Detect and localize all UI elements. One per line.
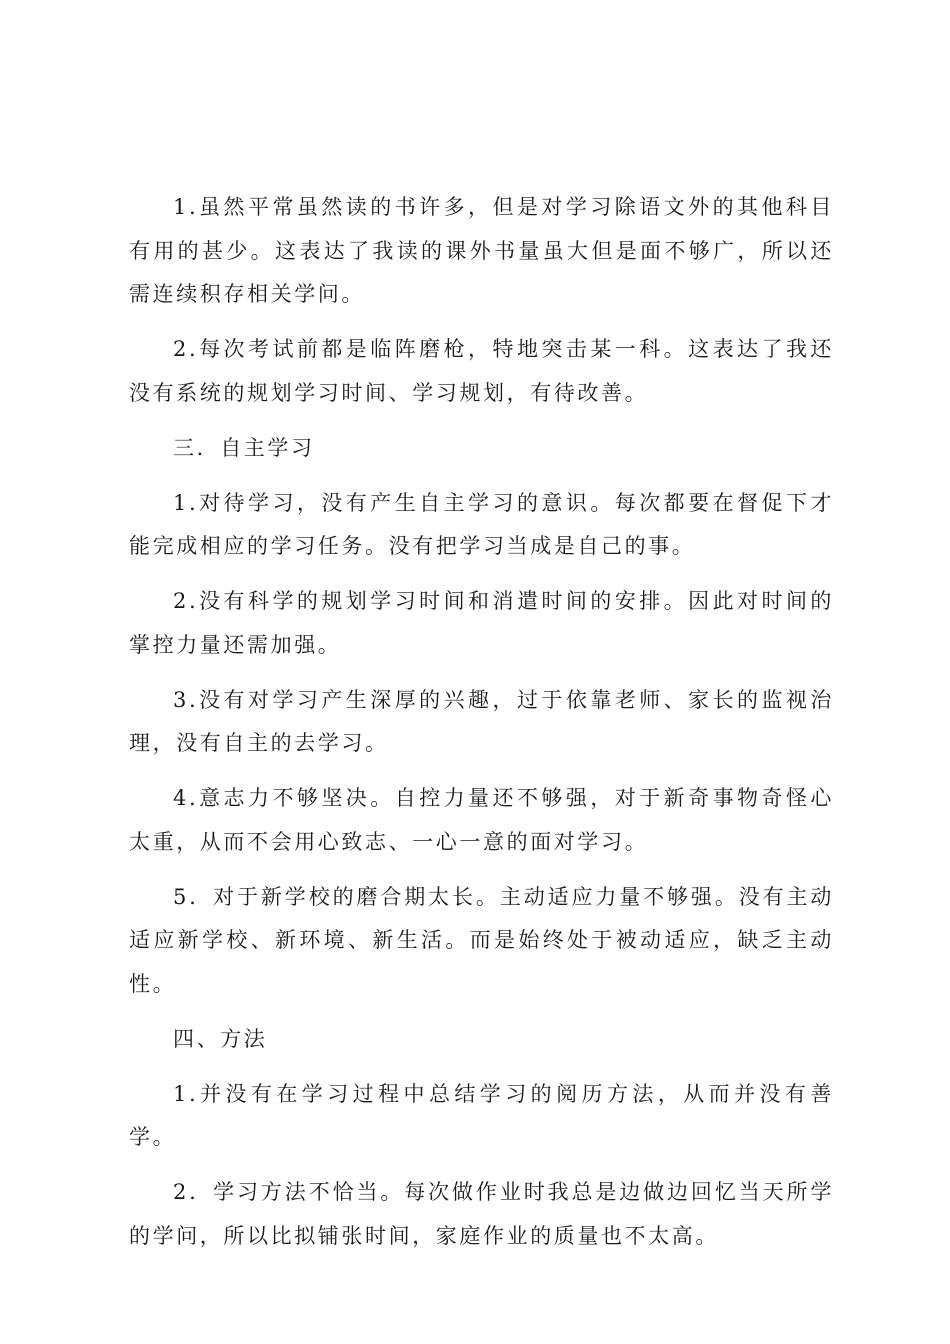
document-body [129,186,834,1270]
paragraph-9: 2．学习方法不恰当。每次做作业时我总是边做边回忆当天所学的学问，所以比拟铺张时间，家庭作业的质量也不太高。 [129,1180,834,1248]
paragraph-7: 5．对于新学校的磨合期太长。主动适应力量不够强。没有主动适应新学校、新环境、新生活。而是始终处于被动适应，缺乏主动性。 [129,884,834,996]
section-heading-self-study: 三．自主学习 [173,435,315,460]
paragraph-6: 4.意志力不够坚决。自控力量还不够强，对于新奇事物奇怪心太重，从而不会用心致志、一心一意的面对学习。 [129,786,834,854]
section-heading-method: 四、方法 [173,1026,268,1051]
paragraph-1: 1.虽然平常虽然读的书许多，但是对学习除语文外的其他科目有用的甚少。这表达了我读的课外书量虽大但是面不够广，所以还需连续积存相关学问。 [129,195,834,306]
paragraph-2: 2.每次考试前都是临阵磨枪，特地突击某一科。这表达了我还没有系统的规划学习时间、学习规划，有待改善。 [129,337,834,405]
paragraph-4: 2.没有科学的规划学习时间和消遣时间的安排。因此对时间的掌控力量还需加强。 [129,589,834,657]
paragraph-3: 1.对待学习，没有产生自主学习的意识。每次都要在督促下才能完成相应的学习任务。没有把学习当成是自己的事。 [129,490,834,558]
paragraph-5: 3.没有对学习产生深厚的兴趣，过于依靠老师、家长的监视治理，没有自主的去学习。 [129,687,834,755]
paragraph-8: 1.并没有在学习过程中总结学习的阅历方法，从而并没有善学。 [129,1081,834,1149]
